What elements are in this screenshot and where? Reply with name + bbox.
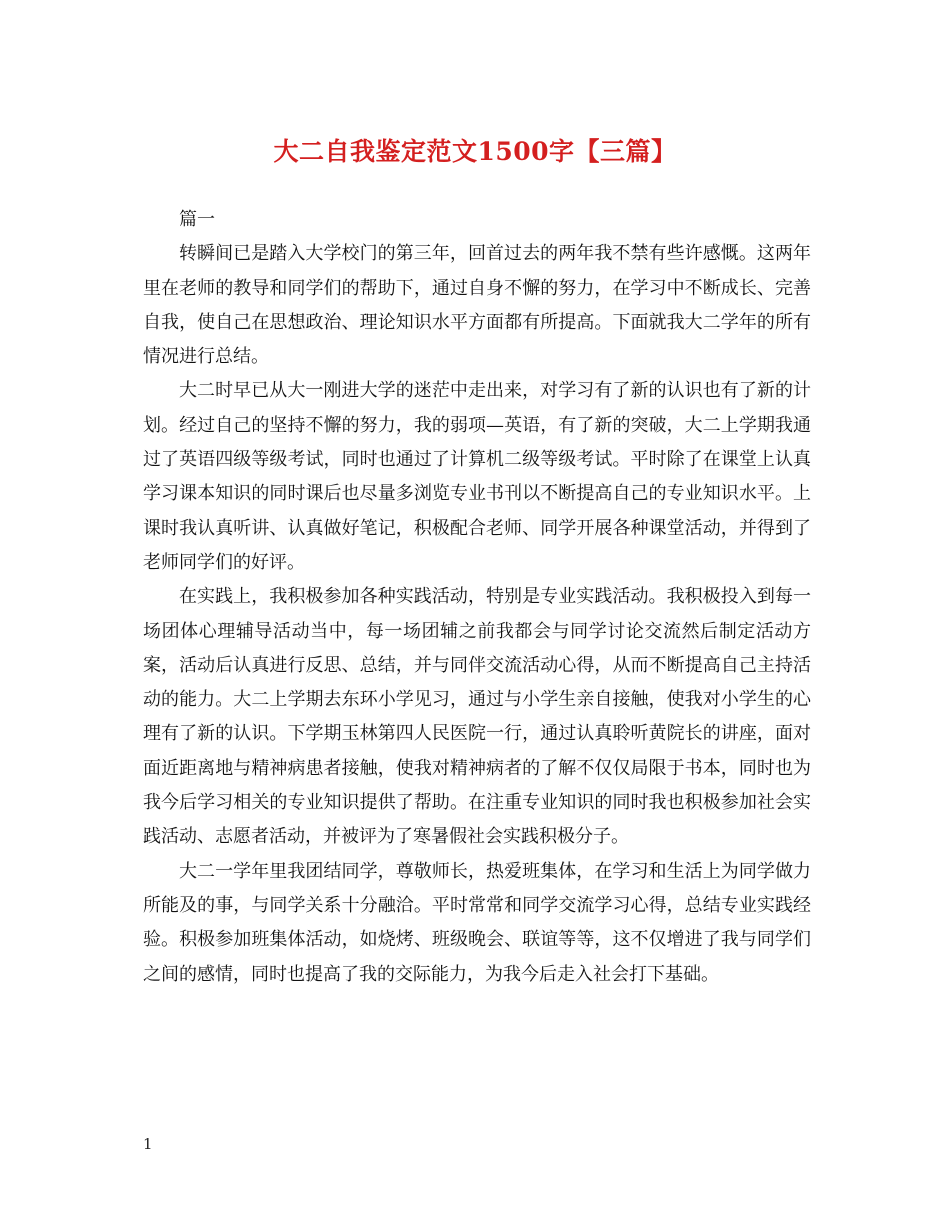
document-title: 大二自我鉴定范文1500字【三篇】 bbox=[273, 137, 677, 166]
page-number: 1 bbox=[143, 1135, 153, 1153]
section-heading: 篇一 bbox=[179, 209, 215, 230]
paragraph-2: 大二时早已从大一刚进大学的迷茫中走出来，对学习有了新的认识也有了新的计划。经过自己的坚持不懈的努力，我的弱项—英语，有了新的突破，大二上学期我通过了英语四级等级考试，同时也通过了计算机二级等级考试。平时除了在课堂上认真学习课本知识的同时课后也尽量多浏览专业书刊以不断提高自己的专业知识水平。上课时我认真听讲、认真做好笔记，积极配合老师、同学开展各种课堂活动，并得到了老师同学们的好评。 bbox=[143, 380, 811, 573]
paragraph-3: 在实践上，我积极参加各种实践活动，特别是专业实践活动。我积极投入到每一场团体心理辅导活动当中，每一场团辅之前我都会与同学讨论交流然后制定活动方案，活动后认真进行反思、总结，并与同伴交流活动心得，从而不断提高自己主持活动的能力。大二上学期去东环小学见习，通过与小学生亲自接触，使我对小学生的心理有了新的认识。下学期玉林第四人民医院一行，通过认真聆听黄院长的讲座，面对面近距离地与精神病患者接触，使我对精神病者的了解不仅仅局限于书本，同时也为我今后学习相关的专业知识提供了帮助。在注重专业知识的同时我也积极参加社会实践活动、志愿者活动，并被评为了寒暑假社会实践积极分子。 bbox=[143, 586, 811, 848]
paragraph-4: 大二一学年里我团结同学，尊敬师长，热爱班集体，在学习和生活上为同学做力所能及的事，与同学关系十分融洽。平时常常和同学交流学习心得，总结专业实践经验。积极参加班集体活动，如烧烤、班级晚会、联谊等等，这不仅增进了我与同学们之间的感情，同时也提高了我的交际能力，为我今后走入社会打下基础。 bbox=[143, 860, 811, 985]
document-body bbox=[143, 203, 811, 992]
paragraph-1: 转瞬间已是踏入大学校门的第三年，回首过去的两年我不禁有些许感慨。这两年里在老师的教导和同学们的帮助下，通过自身不懈的努力，在学习中不断成长、完善自我，使自己在思想政治、理论知识水平方面都有所提高。下面就我大二学年的所有情况进行总结。 bbox=[143, 243, 811, 368]
